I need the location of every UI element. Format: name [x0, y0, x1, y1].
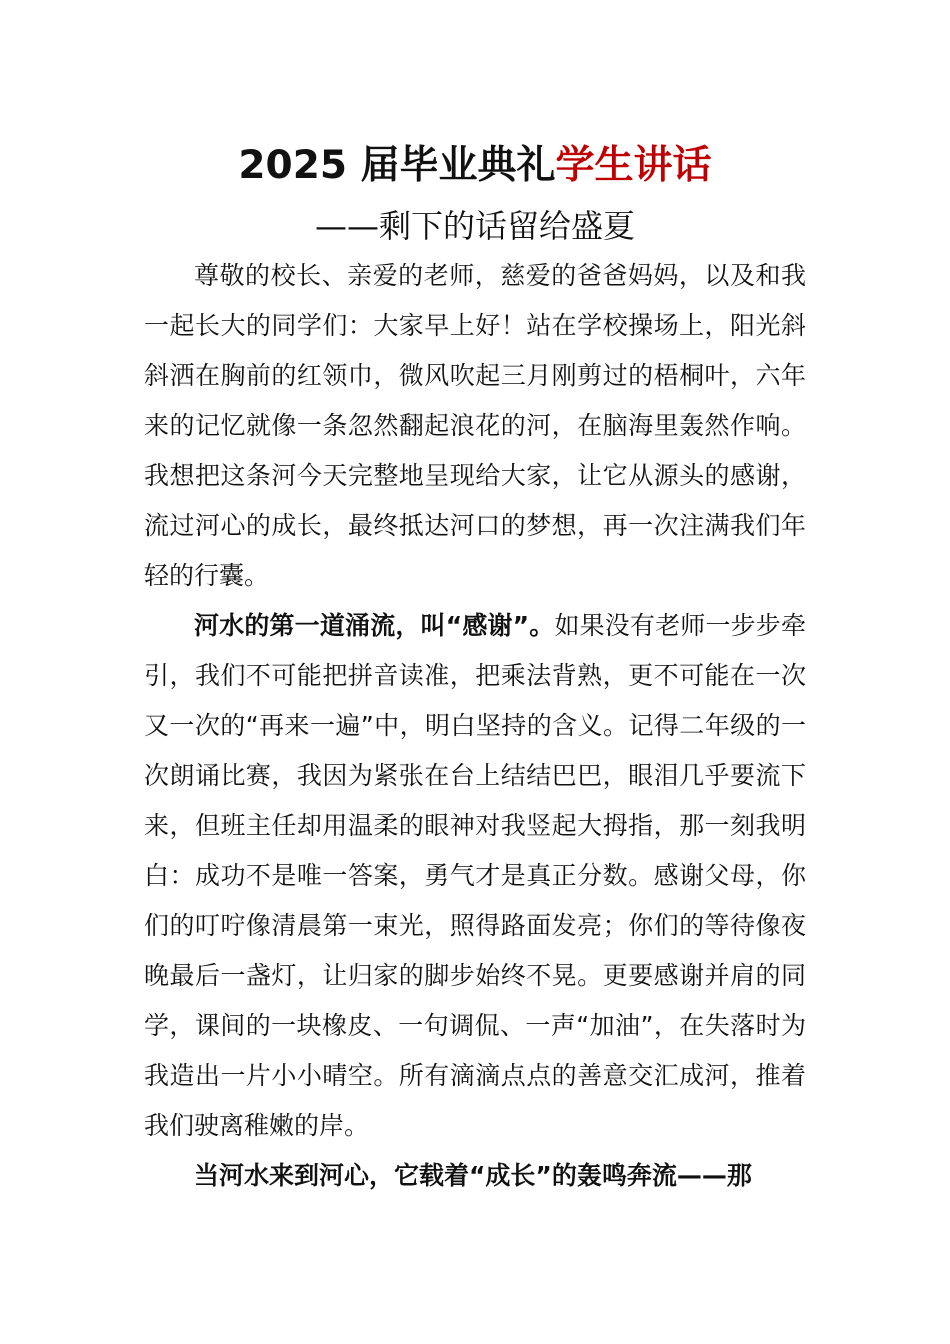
title-main: 2025 届毕业典礼 [238, 143, 556, 188]
paragraph-growth [144, 1151, 806, 1201]
paragraph-lead: 河水的第一道涌流，叫“感谢”。 [194, 611, 555, 640]
paragraph-text: 尊敬的校长、亲爱的老师，慈爱的爸爸妈妈，以及和我一起长大的同学们：大家早上好！站在学校操场上，阳光斜斜洒在胸前的红领巾，微风吹起三月刚剪过的梧桐叶，六年来的记忆就像一条忽然翻起浪花的河，在脑海里轰然作响。我想把这条河今天完整地呈现给大家，让它从源头的感谢，流过河心的成长，最终抵达河口的梦想，再一次注满我们年轻的行囊。 [144, 261, 806, 590]
paragraph-lead: 当河水来到河心，它载着“成长”的轰鸣奔流——那 [194, 1161, 752, 1190]
document-subtitle: ——剩下的话留给盛夏 [314, 207, 635, 245]
paragraph-gratitude [144, 601, 806, 1151]
title-highlight: 学生讲话 [555, 143, 712, 188]
document-title [0, 138, 950, 194]
paragraph-greeting [144, 251, 806, 601]
paragraph-text: 如果没有老师一步步牵引，我们不可能把拼音读准，把乘法背熟，更不可能在一次又一次的“再来一遍”中，明白坚持的含义。记得二年级的一次朗诵比赛，我因为紧张在台上结结巴巴，眼泪几乎要流下来，但班主任却用温柔的眼神对我竖起大拇指，那一刻我明白：成功不是唯一答案，勇气才是真正分数。感谢父母，你们的叮咛像清晨第一束光，照得路面发亮；你们的等待像夜晚最后一盏灯，让归家的脚步始终不晃。更要感谢并肩的同学，课间的一块橡皮、一句调侃、一声“加油”，在失落时为我造出一片小小晴空。所有滴滴点点的善意交汇成河，推着我们驶离稚嫩的岸。 [144, 611, 806, 1140]
